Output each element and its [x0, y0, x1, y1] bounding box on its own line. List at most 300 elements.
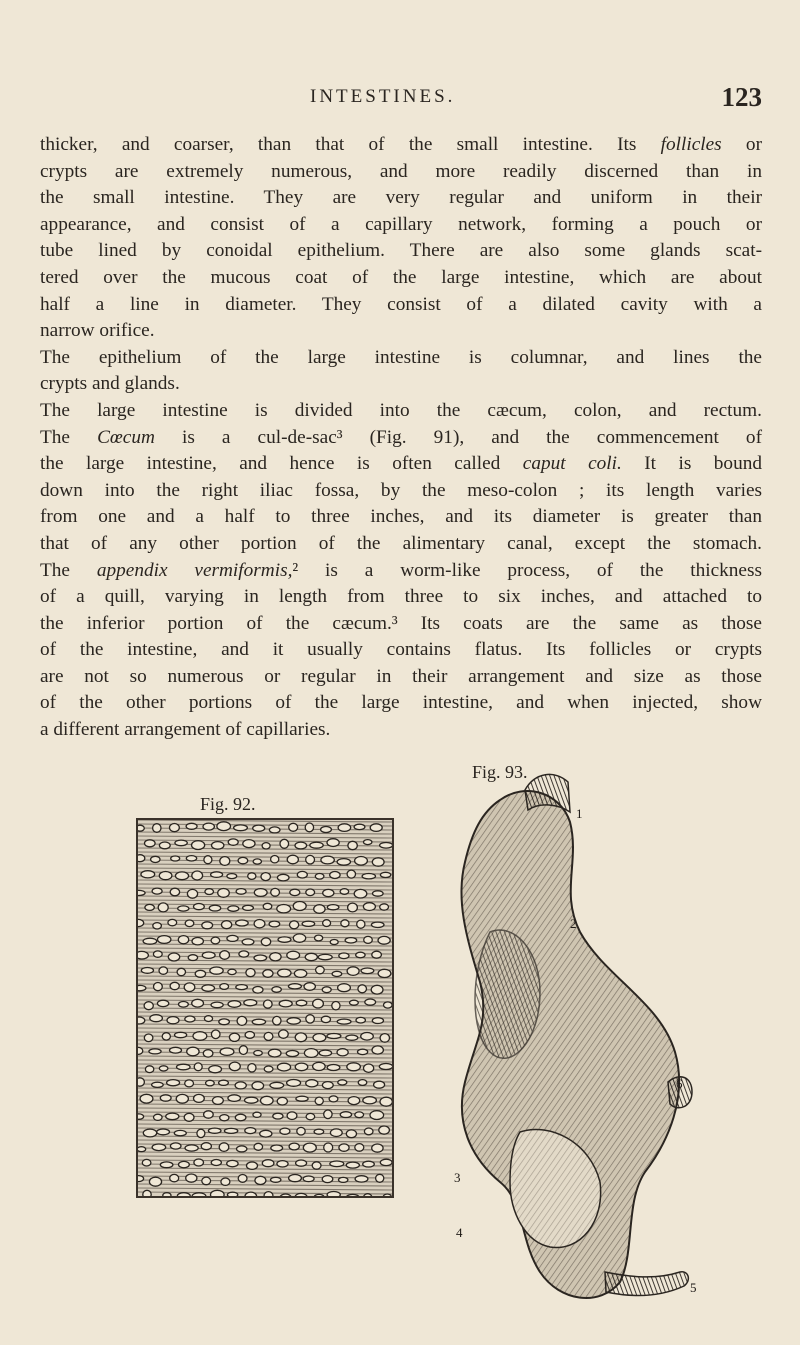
- crypt-opening: [160, 1095, 171, 1101]
- crypt-opening: [364, 840, 372, 845]
- crypt-opening: [290, 889, 300, 895]
- crypt-opening: [227, 874, 237, 879]
- crypt-opening: [378, 936, 390, 944]
- crypt-opening: [314, 905, 325, 914]
- crypt-opening: [358, 985, 367, 993]
- crypt-opening: [238, 1175, 247, 1183]
- crypt-opening: [261, 873, 270, 881]
- text-line: are not so numerous or regular in their arrangement and size as those: [40, 665, 762, 687]
- crypt-opening: [194, 1159, 204, 1166]
- crypt-opening: [288, 984, 301, 989]
- crypt-opening: [313, 999, 324, 1008]
- crypt-opening: [330, 1129, 342, 1137]
- crypt-opening: [153, 923, 162, 929]
- crypt-opening: [340, 1112, 351, 1118]
- text-line: from one and a half to three inches, and its diameter is greater than: [40, 506, 762, 528]
- crypt-opening: [327, 839, 339, 847]
- crypt-opening: [243, 840, 255, 848]
- crypt-opening: [355, 1176, 368, 1182]
- crypt-opening: [211, 1002, 223, 1008]
- crypt-opening: [160, 1162, 173, 1168]
- crypt-opening: [193, 1032, 207, 1041]
- crypt-opening: [316, 966, 325, 974]
- crypt-opening: [371, 985, 383, 994]
- crypt-opening: [150, 1015, 163, 1022]
- text-line: The appendix vermiformis,² is a worm-like process, of the thickness: [40, 559, 763, 581]
- text-line: the large intestine, and hence is often called caput coli. It is bound: [40, 453, 762, 475]
- crypt-opening: [364, 1194, 372, 1196]
- crypt-opening: [304, 1049, 318, 1058]
- crypt-opening: [295, 842, 307, 849]
- crypt-opening: [324, 1143, 333, 1152]
- crypt-opening: [254, 955, 267, 961]
- crypt-opening: [314, 1194, 324, 1196]
- crypt-opening: [208, 1128, 221, 1133]
- text-line: half a line in diameter. They consist of a dilated cavity with a: [40, 293, 762, 315]
- crypt-opening: [167, 1017, 179, 1024]
- text-line: appearance, and consist of a capillary network, forming a pouch or: [40, 213, 762, 235]
- crypt-opening: [380, 1159, 392, 1165]
- crypt-opening: [176, 1094, 188, 1103]
- fig93-marker-4: 4: [456, 1225, 463, 1240]
- crypt-opening: [138, 951, 148, 959]
- crypt-opening: [210, 967, 223, 974]
- crypt-opening: [279, 1030, 289, 1038]
- crypt-opening: [262, 1160, 274, 1167]
- crypt-opening: [296, 1000, 307, 1006]
- crypt-opening: [228, 906, 239, 911]
- crypt-opening: [271, 856, 279, 863]
- crypt-opening: [296, 1160, 307, 1166]
- crypt-opening: [245, 1032, 254, 1039]
- crypt-opening: [236, 985, 248, 990]
- crypt-opening: [277, 1063, 290, 1071]
- crypt-opening: [303, 1143, 316, 1152]
- crypt-opening: [346, 1130, 356, 1138]
- crypt-opening: [380, 1034, 389, 1043]
- crypt-opening: [370, 824, 382, 832]
- crypt-opening: [350, 1000, 359, 1005]
- crypt-opening: [264, 1066, 273, 1072]
- crypt-opening: [202, 952, 215, 958]
- crypt-opening: [220, 984, 229, 990]
- crypt-opening: [159, 1066, 168, 1071]
- crypt-opening: [144, 1034, 153, 1042]
- crypt-opening: [280, 1128, 290, 1134]
- crypt-opening: [262, 843, 270, 849]
- crypt-opening: [185, 1016, 195, 1022]
- crypt-opening: [205, 889, 214, 895]
- crypt-opening: [175, 840, 187, 846]
- crypt-opening: [201, 1143, 211, 1150]
- crypt-opening: [253, 859, 261, 864]
- crypt-opening: [287, 1018, 300, 1024]
- crypt-opening: [306, 855, 315, 864]
- crypt-opening: [168, 953, 179, 961]
- crypt-opening: [171, 856, 180, 861]
- crypt-opening: [355, 1144, 364, 1152]
- crypt-opening: [286, 1051, 298, 1057]
- crypt-opening: [222, 921, 232, 929]
- crypt-opening: [154, 1114, 163, 1120]
- crypt-opening: [204, 1111, 214, 1118]
- fig93-marker-5: 5: [690, 1280, 697, 1295]
- crypt-opening: [371, 922, 384, 927]
- crypt-opening: [304, 983, 315, 991]
- crypt-opening: [378, 969, 391, 977]
- crypt-opening: [321, 1016, 330, 1022]
- crypt-opening: [297, 1127, 305, 1135]
- crypt-opening: [138, 1114, 144, 1119]
- crypt-opening: [272, 987, 281, 993]
- crypt-opening: [313, 1062, 326, 1070]
- crypt-opening: [227, 935, 238, 941]
- crypt-opening: [195, 970, 205, 977]
- crypt-opening: [315, 935, 323, 941]
- crypt-opening: [209, 1066, 222, 1073]
- crypt-opening: [253, 825, 265, 831]
- crypt-opening: [305, 953, 317, 960]
- crypt-opening: [170, 1174, 179, 1181]
- text-line: tered over the mucous coat of the large intestine, which are about: [40, 266, 762, 288]
- crypt-opening: [380, 904, 389, 910]
- crypt-opening: [370, 1111, 384, 1120]
- crypt-opening: [167, 1080, 180, 1086]
- crypt-opening: [278, 969, 291, 977]
- crypt-opening: [330, 872, 340, 879]
- crypt-opening: [211, 872, 223, 878]
- crypt-opening: [363, 903, 375, 911]
- crypt-opening: [322, 1082, 333, 1089]
- crypt-opening: [141, 871, 155, 878]
- crypt-opening: [279, 1000, 292, 1007]
- crypt-opening: [211, 1190, 225, 1196]
- crypt-opening: [145, 840, 156, 847]
- crypt-opening: [327, 1192, 340, 1197]
- crypt-opening: [356, 1017, 365, 1023]
- crypt-opening: [177, 1193, 190, 1196]
- crypt-opening: [178, 936, 188, 944]
- crypt-opening: [163, 1193, 171, 1196]
- text-line: The Cœcum is a cul-de-sac³ (Fig. 91), and the commencement of: [40, 426, 762, 448]
- crypt-opening: [293, 934, 305, 942]
- crypt-opening: [145, 1066, 153, 1073]
- crypt-opening: [340, 889, 349, 895]
- crypt-opening: [138, 1147, 146, 1152]
- crypt-opening: [234, 825, 248, 831]
- crypt-opening: [373, 891, 384, 896]
- crypt-opening: [356, 952, 365, 958]
- crypt-opening: [361, 968, 374, 974]
- page-number: 123: [721, 82, 762, 112]
- crypt-opening: [364, 936, 373, 943]
- text-line: The epithelium of the large intestine is columnar, and lines the: [40, 346, 762, 368]
- fig93-marker-1: 1: [576, 806, 583, 821]
- crypt-opening: [194, 904, 205, 910]
- crypt-opening: [224, 1128, 237, 1133]
- crypt-opening: [263, 970, 273, 978]
- crypt-opening: [330, 940, 338, 945]
- crypt-opening: [364, 1128, 373, 1135]
- paragraph: [40, 345, 762, 398]
- crypt-opening: [380, 1097, 392, 1106]
- crypt-opening: [357, 920, 365, 928]
- crypt-opening: [229, 1033, 239, 1041]
- crypt-opening: [277, 905, 291, 913]
- crypt-opening: [138, 1017, 145, 1024]
- crypt-opening: [151, 856, 160, 862]
- crypt-opening: [179, 1161, 190, 1167]
- crypt-opening: [220, 1115, 229, 1121]
- crypt-opening: [253, 987, 263, 994]
- body-text: [40, 132, 762, 744]
- crypt-opening: [228, 839, 238, 845]
- crypt-opening: [254, 1143, 263, 1150]
- crypt-opening: [305, 823, 313, 832]
- crypt-opening: [185, 1145, 198, 1151]
- crypt-opening: [142, 1159, 151, 1166]
- crypt-opening: [270, 953, 281, 961]
- crypt-opening: [287, 1080, 301, 1087]
- crypt-opening: [293, 902, 306, 911]
- crypt-opening: [202, 985, 215, 991]
- crypt-opening: [192, 999, 204, 1007]
- crypt-opening: [376, 1174, 384, 1182]
- crypt-opening: [219, 1143, 229, 1152]
- crypt-opening: [341, 920, 349, 927]
- crypt-opening: [143, 1190, 151, 1196]
- crypt-opening: [170, 824, 180, 832]
- crypt-opening: [271, 1145, 283, 1151]
- crypt-opening: [348, 1097, 360, 1105]
- crypt-opening: [220, 857, 230, 866]
- crypt-opening: [219, 1019, 230, 1025]
- text-line: that of any other portion of the alimentary canal, except the stomach.: [40, 532, 762, 554]
- crypt-opening: [380, 872, 390, 877]
- fig93-marker-3: 3: [454, 1170, 461, 1185]
- crypt-opening: [166, 1113, 179, 1120]
- crypt-opening: [203, 823, 214, 830]
- crypt-opening: [372, 1018, 383, 1024]
- crypt-opening: [203, 1050, 213, 1057]
- crypt-opening: [149, 1177, 161, 1186]
- crypt-opening: [175, 1032, 187, 1037]
- crypt-opening: [322, 987, 331, 993]
- crypt-opening: [179, 1002, 189, 1008]
- crypt-opening: [310, 842, 323, 848]
- crypt-opening: [209, 905, 220, 911]
- crypt-opening: [277, 874, 289, 881]
- crypt-opening: [255, 1176, 266, 1184]
- crypt-opening: [254, 920, 265, 928]
- fig92-label: Fig. 92.: [200, 794, 256, 814]
- crypt-opening: [138, 1047, 143, 1054]
- crypt-opening: [138, 825, 144, 831]
- text-line: narrow orifice.: [40, 320, 155, 342]
- crypt-opening: [261, 938, 270, 946]
- crypt-opening: [264, 1192, 273, 1196]
- crypt-opening: [153, 824, 161, 833]
- crypt-opening: [221, 1178, 230, 1185]
- crypt-opening: [339, 1177, 348, 1182]
- crypt-opening: [149, 1049, 161, 1054]
- crypt-opening: [287, 1112, 297, 1120]
- crypt-opening: [168, 919, 177, 925]
- crypt-opening: [212, 842, 224, 850]
- crypt-opening: [358, 1080, 367, 1086]
- crypt-opening: [270, 1082, 284, 1088]
- crypt-opening: [302, 921, 315, 926]
- crypt-opening: [220, 951, 230, 960]
- crypt-opening: [170, 1143, 181, 1149]
- text-line: thicker, and coarser, than that of the small intestine. Its follicles or: [40, 134, 762, 155]
- crypt-opening: [192, 871, 203, 880]
- crypt-opening: [138, 1078, 144, 1086]
- crypt-opening: [227, 1160, 238, 1166]
- crypt-opening: [204, 856, 212, 864]
- crypt-opening: [365, 999, 376, 1005]
- crypt-opening: [248, 1064, 256, 1072]
- crypt-opening: [153, 951, 162, 957]
- fig92-illustration: [136, 818, 394, 1198]
- crypt-opening: [287, 855, 298, 864]
- crypt-opening: [143, 938, 157, 944]
- crypt-opening: [297, 871, 307, 878]
- crypt-opening: [217, 822, 231, 831]
- crypt-opening: [348, 841, 357, 849]
- crypt-opening: [263, 903, 272, 909]
- text-line: crypts and glands.: [40, 373, 180, 395]
- crypt-opening: [218, 889, 230, 898]
- crypt-opening: [313, 1034, 326, 1042]
- crypt-opening: [238, 857, 248, 863]
- crypt-opening: [329, 1096, 338, 1102]
- crypt-opening: [194, 1094, 205, 1102]
- crypt-opening: [347, 1063, 361, 1071]
- crypt-opening: [327, 1034, 341, 1039]
- crypt-opening: [187, 1047, 199, 1056]
- crypt-opening: [252, 1082, 264, 1090]
- crypt-opening: [277, 1161, 288, 1167]
- crypt-opening: [138, 855, 145, 862]
- crypt-opening: [187, 889, 197, 898]
- text-line: down into the right iliac fossa, by the meso-colon ; its length varies: [40, 479, 762, 501]
- crypt-opening: [339, 1144, 349, 1151]
- crypt-opening: [363, 1097, 377, 1104]
- crypt-opening: [235, 1082, 246, 1089]
- crypt-opening: [211, 1030, 220, 1039]
- crypt-opening: [269, 827, 280, 833]
- crypt-opening: [361, 1033, 374, 1041]
- crypt-opening: [138, 919, 144, 926]
- crypt-opening: [312, 1162, 321, 1169]
- crypt-opening: [143, 1129, 156, 1137]
- crypt-opening: [152, 1082, 164, 1087]
- crypt-opening: [152, 1144, 166, 1151]
- crypt-opening: [140, 1094, 153, 1103]
- crypt-opening: [355, 857, 368, 866]
- crypt-opening: [273, 1113, 283, 1119]
- crypt-opening: [314, 1129, 324, 1134]
- page-header: [40, 82, 762, 116]
- crypt-opening: [294, 970, 306, 978]
- crypt-opening: [296, 1096, 308, 1101]
- crypt-opening: [289, 823, 298, 831]
- crypt-opening: [374, 1081, 385, 1088]
- crypt-opening: [338, 1080, 347, 1085]
- crypt-opening: [235, 1114, 246, 1121]
- crypt-opening: [236, 889, 246, 895]
- crypt-opening: [145, 904, 154, 910]
- crypt-opening: [363, 1161, 375, 1167]
- crypt-opening: [158, 903, 168, 912]
- crypt-opening: [264, 1000, 273, 1008]
- crypt-opening: [261, 1096, 274, 1105]
- crypt-opening: [322, 1176, 333, 1183]
- crypt-opening: [138, 985, 146, 990]
- crypt-opening: [185, 920, 194, 927]
- crypt-opening: [138, 1176, 144, 1182]
- crypt-opening: [306, 1113, 315, 1119]
- fig93-marker-2: 2: [570, 916, 577, 931]
- crypt-opening: [358, 1049, 368, 1054]
- crypt-opening: [260, 1130, 272, 1137]
- crypt-opening: [236, 920, 249, 926]
- crypt-opening: [321, 827, 332, 833]
- crypt-opening: [383, 1194, 391, 1196]
- crypt-opening: [319, 1050, 331, 1056]
- crypt-opening: [372, 1046, 383, 1054]
- crypt-opening: [306, 1080, 318, 1087]
- crypt-opening: [337, 1019, 351, 1024]
- crypt-opening: [306, 889, 315, 896]
- crypt-opening: [337, 859, 350, 866]
- crypt-opening: [154, 983, 163, 991]
- crypt-opening: [228, 1095, 241, 1102]
- italic-term: follicles: [660, 134, 722, 155]
- crypt-opening: [372, 951, 382, 958]
- crypt-opening: [152, 888, 162, 894]
- crypt-opening: [186, 856, 196, 861]
- paragraph: [40, 398, 762, 744]
- caecum-appendix-image: [430, 752, 700, 1312]
- crypt-opening: [184, 983, 195, 992]
- crypt-opening: [245, 1097, 258, 1103]
- crypt-opening: [379, 1126, 390, 1134]
- crypt-opening: [346, 1162, 359, 1168]
- crypt-opening: [213, 1097, 224, 1105]
- crypt-opening: [254, 1051, 263, 1056]
- fig93-illustration: [430, 752, 700, 1312]
- crypt-opening: [278, 937, 291, 942]
- crypt-opening: [295, 1193, 307, 1196]
- crypt-opening: [177, 968, 185, 975]
- crypt-opening: [271, 1177, 281, 1182]
- crypt-opening: [289, 1175, 302, 1182]
- text-line: a different arrangement of capillaries.: [40, 719, 331, 741]
- crypt-opening: [384, 1002, 393, 1008]
- crypt-opening: [339, 953, 349, 959]
- crypt-opening: [175, 872, 188, 880]
- crypt-opening: [271, 888, 280, 896]
- crypt-opening: [330, 1161, 344, 1167]
- crypt-opening: [227, 1192, 237, 1196]
- crypt-opening: [192, 1193, 206, 1196]
- crypt-opening: [178, 906, 189, 911]
- crypt-opening: [202, 922, 213, 929]
- crypt-opening: [306, 1015, 315, 1023]
- crypt-opening: [379, 1064, 392, 1070]
